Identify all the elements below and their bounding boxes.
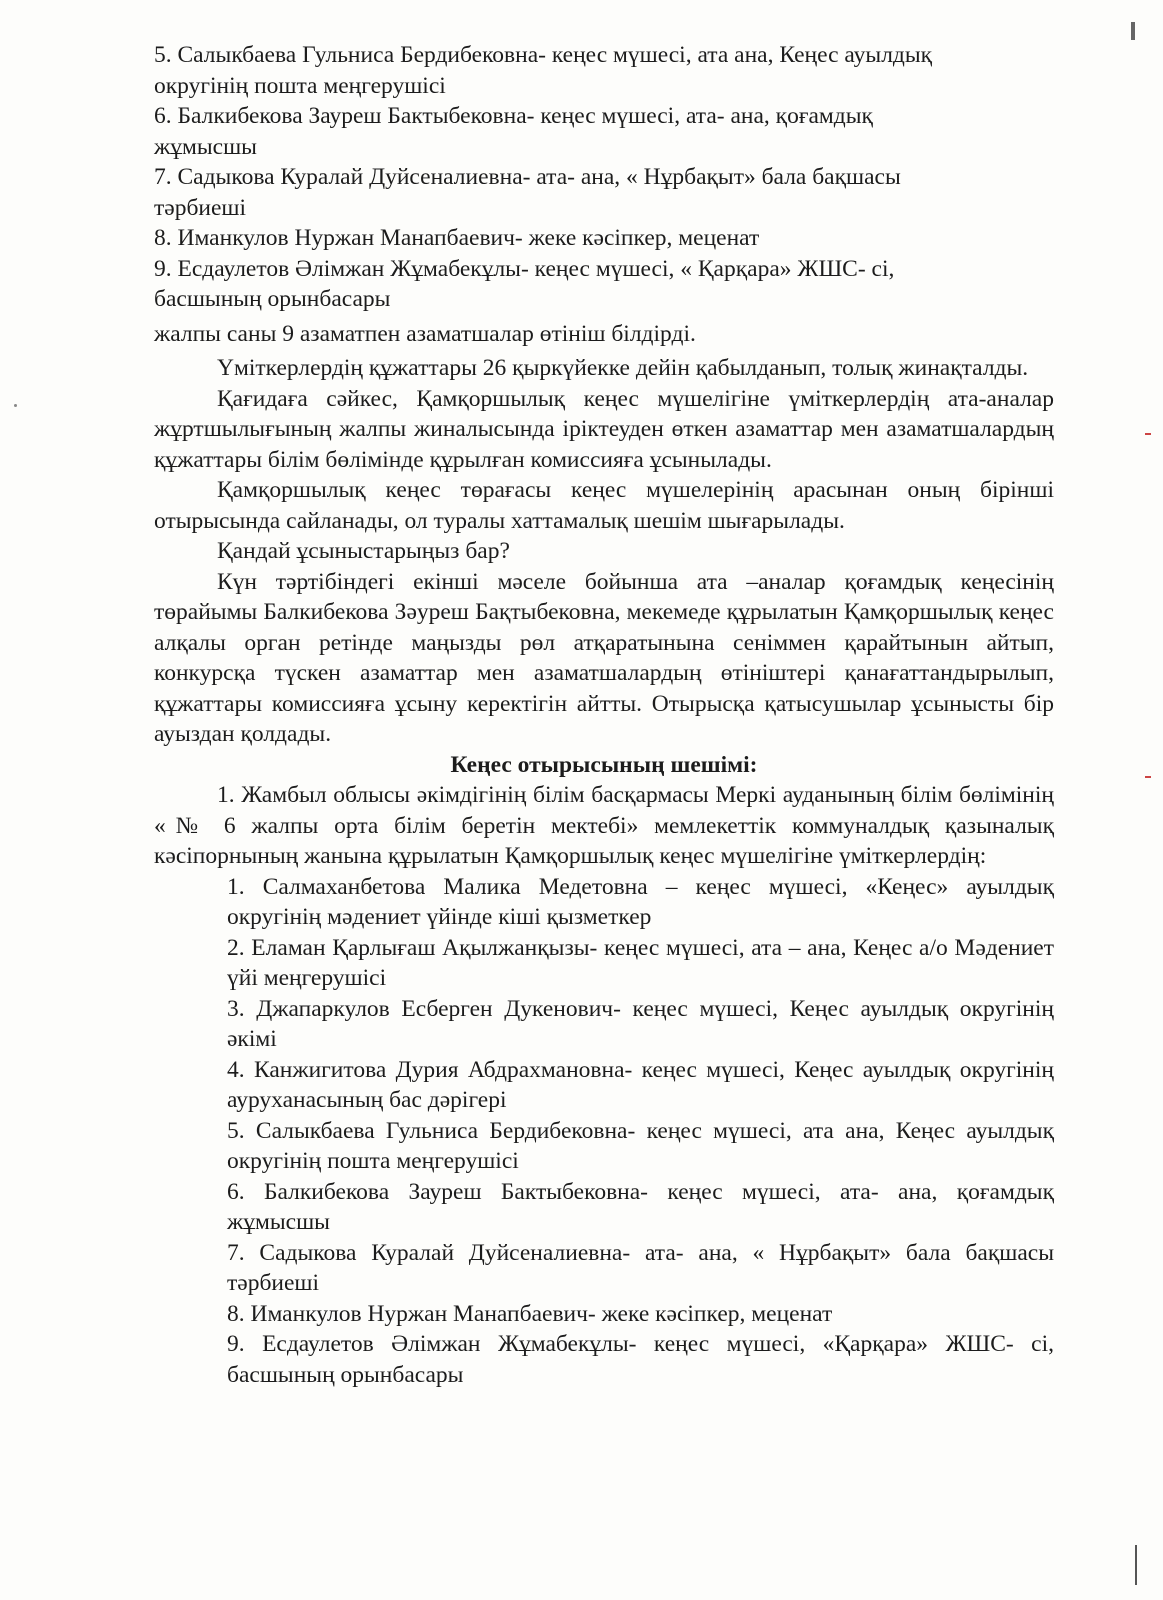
paragraph-second-item: Күн тәртібіндегі екінші мәселе бойынша ата –аналар қоғамдық кеңесінің төрайымы Балкибекова Зәуреш Бақтыбековна, мекемеде құрылатын Қамқоршылық кеңес алқалы орган ретінде маңызды рөл атқаратынына сеніммен қарайтынын айтып, конкурсқа түскен азаматтар мен азаматшалардың өтініштері қанағаттандырылып, құжаттары комиссияға ұсыну керектігін айтты. Отырысқа қатысушылар ұсынысты бір ауыздан қолдады. [154, 568, 1054, 747]
decision-member-3: 3. Джапаркулов Есберген Дукенович- кеңес мүшесі, Кеңес ауылдық округінің әкімі [227, 995, 1054, 1052]
decision-member-7: 7. Садыкова Куралай Дуйсеналиевна- ата- ана, « Нұрбақыт» бала бақшасы тәрбиеші [227, 1239, 1054, 1296]
intro-item-5-line2: округінің пошта меңгерушісі [154, 72, 446, 99]
decision-heading: Кеңес отырысының шешімі: [450, 751, 758, 778]
scan-red-tick-lower [1145, 776, 1151, 778]
decision-member-2: 2. Еламан Қарлығаш Ақылжанқызы- кеңес мүшесі, ата – ана, Кеңес а/о Мәдениет үйі меңгерушісі [227, 934, 1054, 991]
scan-red-tick-upper [1145, 433, 1151, 435]
decision-member-1: 1. Салмаханбетова Малика Медетовна – кеңес мүшесі, «Кеңес» ауылдық округінің мәдениет үйінде кіші қызметкер [227, 873, 1054, 930]
decision-point-1: 1. Жамбыл облысы әкімдігінің білім басқармасы Меркі ауданының білім бөлімінің «№ 6 жалпы орта білім беретін мектебі» мемлекеттік коммуналдық қазыналық кәсіпорнының жанына құрылатын Қамқоршылық кеңес мүшелігіне үміткерлердің: [154, 782, 1054, 869]
decision-member-9: 9. Есдаулетов Әлімжан Жұмабекұлы- кеңес мүшесі, «Қарқара» ЖШС- сі, басшының орынбасары [227, 1331, 1054, 1388]
intro-item-5-line1: 5. Салыкбаева Гульниса Бердибековна- кеңес мүшесі, ата ана, Кеңес ауылдық [154, 42, 933, 68]
total-applicants: жалпы саны 9 азаматпен азаматшалар өтініш білдірді. [154, 320, 696, 347]
decision-member-5: 5. Салыкбаева Гульниса Бердибековна- кеңес мүшесі, ата ана, Кеңес ауылдық округінің пошта меңгерушісі [227, 1117, 1054, 1174]
paragraph-documents: Үміткерлердің құжаттары 26 қыркүйекке дейін қабылданып, толық жинақталды. [217, 355, 1029, 381]
scan-mark-top [1131, 22, 1135, 40]
intro-item-8-line1: 8. Иманкулов Нуржан Манапбаевич- жеке кәсіпкер, меценат [154, 225, 760, 251]
intro-item-7-line1: 7. Садыкова Куралай Дуйсеналиевна- ата- ана, « Нұрбақыт» бала бақшасы [154, 164, 901, 190]
intro-item-6-line1: 6. Балкибекова Зауреш Бактыбековна- кеңес мүшесі, ата- ана, қоғамдық [154, 103, 873, 129]
intro-item-9-line2: басшының орынбасары [154, 286, 391, 312]
decision-member-8: 8. Иманкулов Нуржан Манапбаевич- жеке кәсіпкер, меценат [227, 1300, 833, 1327]
paragraph-question: Қандай ұсыныстарыңыз бар? [217, 538, 510, 564]
decision-member-6: 6. Балкибекова Зауреш Бактыбековна- кеңес мүшесі, ата- ана, қоғамдық жұмысшы [227, 1178, 1054, 1235]
intro-item-7-line2: тәрбиеші [154, 194, 247, 221]
paragraph-chair: Қамқоршылық кеңес төрағасы кеңес мүшелерінің арасынан оның бірінші отырысында сайланады, ол туралы хаттамалық шешім шығарылады. [154, 477, 1054, 534]
scan-dot [14, 404, 17, 407]
intro-item-9-line1: 9. Есдаулетов Әлімжан Жұмабекұлы- кеңес мүшесі, « Қарқара» ЖШС- сі, [154, 255, 895, 282]
decision-members-list [227, 872, 1054, 1391]
decision-member-4: 4. Канжигитова Дурия Абдрахмановна- кеңес мүшесі, Кеңес ауылдық округінің ауруханасының бас дәрігері [227, 1056, 1054, 1113]
intro-list [154, 40, 1054, 315]
scan-mark-bottom [1135, 1545, 1137, 1585]
paragraph-rules: Қағидаға сәйкес, Қамқоршылық кеңес мүшелігіне үміткерлердің ата-аналар жұртшылығының жалпы жиналысында іріктеуден өткен азаматтар мен азаматшалардың құжаттары білім бөлімінде құрылған комиссияға ұсынылады. [154, 385, 1054, 473]
document-body [154, 40, 1054, 1390]
intro-item-6-line2: жұмысшы [154, 133, 257, 160]
